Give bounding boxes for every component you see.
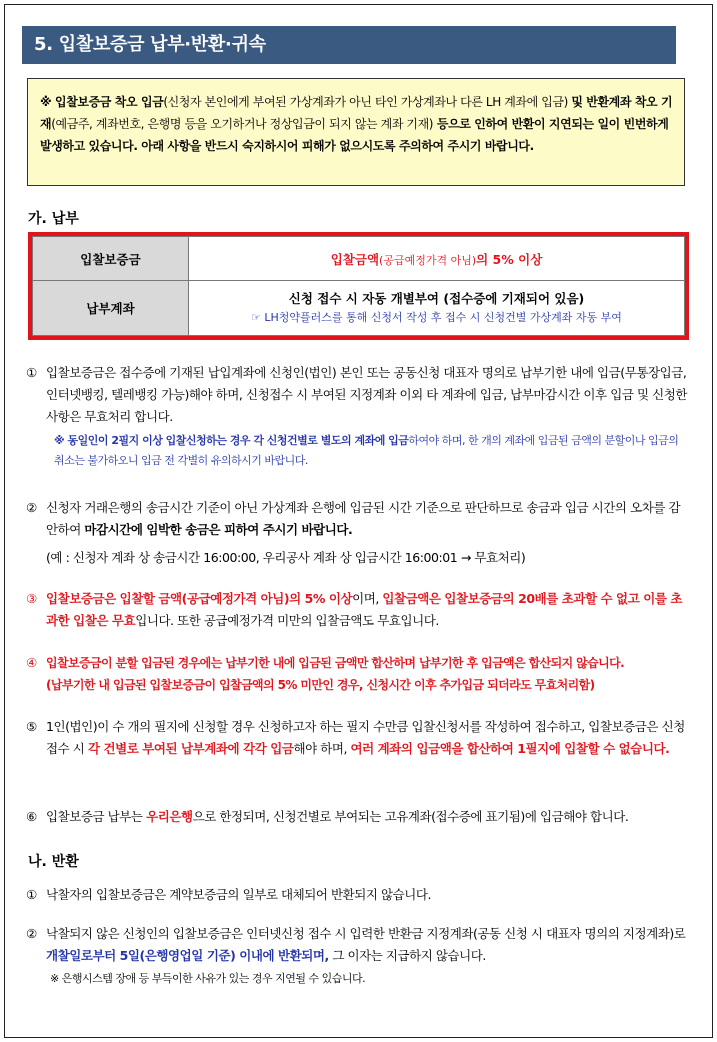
table-label-deposit: 입찰보증금 xyxy=(33,237,189,281)
item-text-plain-2: 입니다. 또한 공급예정가격 미만의 입찰금액도 무효입니다. xyxy=(135,613,439,628)
item-number: ③ xyxy=(26,591,37,606)
item-text: 입찰보증금은 접수증에 기재된 납입계좌에 신청인(법인) 본인 또는 공동신청 대표자 명의로 납부기한 내에 입금(무통장입금, 인터넷뱅킹, 텔레뱅킹 가능)해야 하며, 신청접수 시 부여된 지정계좌 이외 타 계좌에 입금, 납부마감시간 이후 입금 및 신청한 사항은 무효처리 합니다. xyxy=(46,365,687,424)
table-label-account: 납부계좌 xyxy=(33,281,189,336)
item-text-red-2: 입찰금액은 입찰보증금의 20배를 초과할 수 없고 이를 초과한 입찰은 무효 xyxy=(46,591,682,628)
deposit-amount-note: (공급예정가격 아님) xyxy=(379,253,477,267)
item-number: ④ xyxy=(26,655,37,670)
notice-conclusion: 등으로 인하여 반환이 지연되는 일이 빈번하게 발생하고 있습니다. 아래 사항을 반드시 숙지하시어 피해가 없으시도록 주의하여 주시기 바랍니다. xyxy=(40,117,669,153)
table-value-deposit xyxy=(189,237,685,281)
item-number: ② xyxy=(26,500,37,515)
list-item-4 xyxy=(26,652,688,696)
item-text: 낙찰자의 입찰보증금은 계약보증금의 일부로 대체되어 반환되지 않습니다. xyxy=(46,887,432,902)
refund-note: ※ 은행시스템 장애 등 부득이한 사유가 있는 경우 지연될 수 있습니다. xyxy=(50,972,366,985)
item-text xyxy=(46,716,688,760)
list-item-1 xyxy=(26,362,688,471)
item-text xyxy=(46,923,688,967)
item-number: ① xyxy=(26,365,37,380)
item-text-bold: 마감시간에 임박한 송금은 피하여 주시기 바랍니다. xyxy=(84,522,353,537)
item-number: ⑥ xyxy=(26,809,37,824)
item-text-plain-1: 입찰보증금 납부는 xyxy=(46,809,147,824)
item-number: ② xyxy=(26,926,37,941)
refund-item-2 xyxy=(26,923,688,989)
subsection-title-payment: 가. 납부 xyxy=(28,211,79,227)
note-bold-text: ※ 동일인이 2필지 이상 입찰신청하는 경우 각 신청건별로 별도의 계좌에 입금 xyxy=(54,434,409,447)
item-text-red: 우리은행 xyxy=(146,809,193,824)
notice-lead: ※ 입찰보증금 착오 입금 xyxy=(40,95,164,109)
item-text-line-2: (납부기한 내 입금된 입찰보증금이 입찰금액의 5% 미만인 경우, 신청시간 이후 추가입금 되더라도 무효처리함) xyxy=(46,678,595,692)
account-main-text: 신청 접수 시 자동 개별부여 (접수증에 기재되어 있음) xyxy=(288,291,585,306)
item-text-plain-1: 1인(법인)이 수 개의 필지에 신청할 경우 신청하고자 하는 필지 수만큼 입찰신청서를 작성하여 접수하고, 입찰보증금은 신청 접수 시 xyxy=(46,719,685,756)
deposit-amount-text: 입찰금액 xyxy=(330,251,380,267)
refund-item-1 xyxy=(26,884,688,906)
subsection-title-refund: 나. 반환 xyxy=(28,854,79,870)
item-text-blue: 개찰일로부터 5일(은행영업일 기준) 이내에 반환되며, xyxy=(46,948,329,963)
table-value-account xyxy=(189,281,685,336)
deposit-table xyxy=(28,232,689,340)
item-text-red-1: 입찰보증금은 입찰할 금액(공급예정가격 아님)의 5% 이상 xyxy=(46,591,353,606)
item-text-line-1: 입찰보증금이 분할 입금된 경우에는 납부기한 내에 입금된 금액만 합산하며 납부기한 후 입금액은 합산되지 않습니다. xyxy=(46,656,625,670)
deposit-percent-text: 의 5% 이상 xyxy=(476,251,543,267)
item-note xyxy=(26,431,688,471)
notice-lead-2: 및 반환계좌 착오 기재 xyxy=(40,95,673,131)
item-example: (예 : 신청자 계좌 상 송금시간 16:00:00, 우리공사 계좌 상 입금시간 16:00:01 → 무효처리) xyxy=(46,550,526,565)
warning-notice-box xyxy=(27,78,685,186)
item-text xyxy=(46,806,688,828)
list-item-3 xyxy=(26,588,688,632)
item-number: ① xyxy=(26,887,37,902)
item-text-plain: 신청자 거래은행의 송금시간 기준이 아닌 가상계좌 은행에 입금된 시간 기준으로 판단하므로 송금과 입금 시간의 오차를 감안하여 xyxy=(46,500,681,537)
item-text-plain-2: 그 이자는 지급하지 않습니다. xyxy=(328,948,486,963)
list-item-6 xyxy=(26,806,688,828)
item-text xyxy=(46,588,688,632)
list-item-5 xyxy=(26,716,688,760)
item-text xyxy=(46,652,688,696)
item-text-plain-2: 으로 한정되며, 신청건별로 부여되는 고유계좌(접수증에 표기됨)에 입금해야 합니다. xyxy=(192,809,629,824)
item-text-plain-1: 이며, xyxy=(352,591,383,606)
item-text-plain-1: 낙찰되지 않은 신청인의 입찰보증금은 인터넷신청 접수 시 입력한 반환금 지정계좌(공동 신청 시 대표자 명의의 지정계좌)로 xyxy=(46,926,686,941)
item-text-red-2: 여러 계좌의 입금액을 합산하여 1필지에 입찰할 수 없습니다. xyxy=(350,741,670,756)
item-number: ⑤ xyxy=(26,719,37,734)
notice-detail-2: (예금주, 계좌번호, 은행명 등을 오기하거나 정상입금이 되지 않는 계좌 기재) xyxy=(51,117,434,131)
account-sub-text: ☞ LH청약플러스를 통해 신청서 작성 후 접수 시 신청건별 가상계좌 자동 부여 xyxy=(251,311,622,324)
notice-detail-1: (신청자 본인에게 부여된 가상계좌가 아닌 타인 가상계좌나 다른 LH 계좌에 입금) xyxy=(163,95,568,109)
list-item-2 xyxy=(26,497,688,569)
item-text-plain-2: 해야 하며, xyxy=(293,741,351,756)
note-text: 하여야 하며, 한 개의 계좌에 입금된 금액의 분할이나 입금의 취소는 불가하오니 입금 전 각별히 유의하시기 바랍니다. xyxy=(54,434,679,467)
section-title: 5. 입찰보증금 납부·반환·귀속 xyxy=(22,26,676,64)
item-text xyxy=(46,497,688,541)
item-text-red-1: 각 건별로 부여된 납부계좌에 각각 입금 xyxy=(87,741,294,756)
